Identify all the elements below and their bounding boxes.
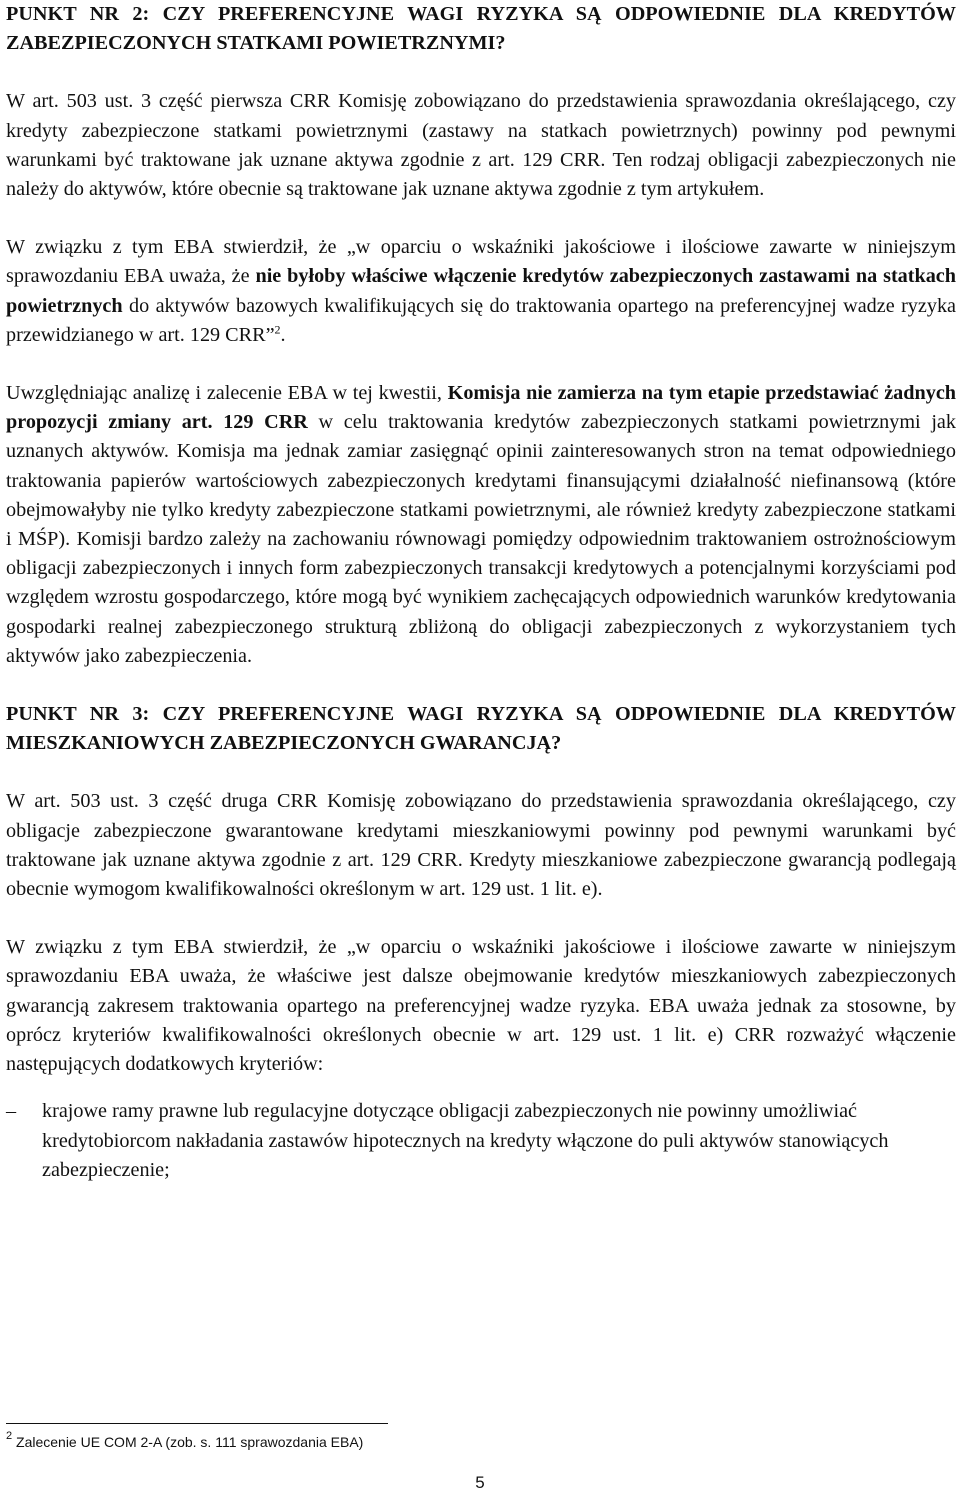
- bold-phrase: Komisja nie zamierza na tym etapie przedstawiać żadnych propozycji zmiany art. 129 CRR: [6, 382, 957, 434]
- footnote-text: Zalecenie UE COM 2-A (zob. s. 111 sprawozdania EBA): [16, 1434, 364, 1450]
- list-item-text: krajowe ramy prawne lub regulacyjne dotyczące obligacji zabezpieczonych nie powinny umożliwiać kredytobiorcom nakładania zastawów hipotecznych na kredyty włączone do puli aktywów stanowiących zabezpieczenie;: [42, 1100, 889, 1181]
- dash-bullet: –: [6, 1100, 17, 1123]
- paragraph-text: W związku z tym EBA stwierdził, że „w oparciu o wskaźniki jakościowe i ilościowe zawarte w niniejszym sprawozdaniu EBA uważa, że: [6, 236, 956, 288]
- section-3-paragraph-2: W związku z tym EBA stwierdził, że „w oparciu o wskaźniki jakościowe i ilościowe zawarte w niniejszym sprawozdaniu EBA uważa, że właściwe jest dalsze obejmowanie kredytów mieszkaniowych zabezpieczonych gwarancją zakresem traktowania opartego na preferencyjnej wadze ryzyka. EBA uważa jednak za stosowne, by oprócz kryteriów kwalifikowalności określonych obecnie w art. 129 ust. 1 lit. e) CRR rozważyć włączenie następujących dodatkowych kryteriów:: [6, 936, 956, 1076]
- paragraph-text: do aktywów bazowych kwalifikujących się do traktowania opartego na preferencyjnej wadze ryzyka przewidzianego w art. 129 CRR”: [6, 294, 956, 346]
- footnote-separator: [6, 1423, 388, 1424]
- paragraph-text: W art. 503 ust. 3 część pierwsza CRR Komisję zobowiązano do przedstawienia sprawozdania określającego, czy kredyty zabezpieczone statkami powietrznymi (zastawy na statkach powietrznych) powinny pod pewnymi warunkami być traktowane jak uznane aktywa zgodnie z art. 129 CRR. Ten rodzaj obligacji zabezpieczonych nie należy do aktywów, które obecnie są traktowane jak uznane aktywa zgodnie z tym artykułem.: [6, 90, 956, 201]
- criteria-list: [6, 1097, 956, 1185]
- paragraph-text: w celu traktowania kredytów zabezpieczonych statkami powietrznymi jak uznanych aktywów. Komisja ma jednak zamiar zasięgnąć opinii zainteresowanych stron na temat odpowiedniego traktowania papierów wartościowych zabezpieczonych kredytami finansującymi działalność niefinansową (które obejmowałyby nie tylko kredyty zabezpieczone statkami powietrznymi, ale również kredyty zabezpieczone statkami i MŚP). Komisji bardzo zależy na zachowaniu równowagi pomiędzy odpowiednim traktowaniem ostrożnościowym obligacji zabezpieczonych i innych form zabezpieczonych transakcji kredytowych a potencjalnymi korzyściami pod względem wzrostu gospodarczego, które mogą być wynikiem zachęcających odpowiednich warunków kredytowania gospodarki realnej zabezpieczonego strukturą zbliżoną do obligacji zabezpieczonych z wykorzystaniem tych aktywów jako zabezpieczenia.: [6, 411, 956, 667]
- footnote-number: 2: [6, 1430, 13, 1442]
- list-item: [6, 1097, 956, 1185]
- section-3-paragraph-1: W art. 503 ust. 3 część druga CRR Komisję zobowiązano do przedstawienia sprawozdania określającego, czy obligacje zabezpieczone gwarantowane kredytami mieszkaniowymi powinny pod pewnymi warunkami być traktowane jak uznane aktywa zgodnie z art. 129 CRR. Kredyty mieszkaniowe zabezpieczone gwarancją podlegają obecnie wymogom kwalifikowalności określonym w art. 129 ust. 1 lit. e).: [6, 790, 956, 901]
- section-2-paragraph-1: [6, 87, 956, 204]
- paragraph-text: Uwzględniając analizę i zalecenie EBA w tej kwestii,: [6, 382, 448, 405]
- section-2-paragraph-3: [6, 379, 956, 671]
- footnote: [6, 1432, 363, 1452]
- footnote-reference[interactable]: 2: [274, 322, 281, 337]
- section-2-heading: PUNKT NR 2: CZY PREFERENCYJNE WAGI RYZYKA SĄ ODPOWIEDNIE DLA KREDYTÓW ZABEZPIECZONYCH STATKAMI POWIETRZNYMI?: [6, 3, 956, 55]
- page-number: 5: [475, 1473, 485, 1492]
- paragraph-text: .: [280, 323, 286, 346]
- bold-phrase: nie byłoby właściwe włączenie kredytów zabezpieczonych zastawami na statkach powietrznych: [6, 265, 956, 317]
- page-body: [6, 0, 956, 1185]
- section-3-heading: PUNKT NR 3: CZY PREFERENCYJNE WAGI RYZYKA SĄ ODPOWIEDNIE DLA KREDYTÓW MIESZKANIOWYCH ZABEZPIECZONYCH GWARANCJĄ?: [6, 703, 956, 755]
- section-2-paragraph-2: [6, 233, 956, 350]
